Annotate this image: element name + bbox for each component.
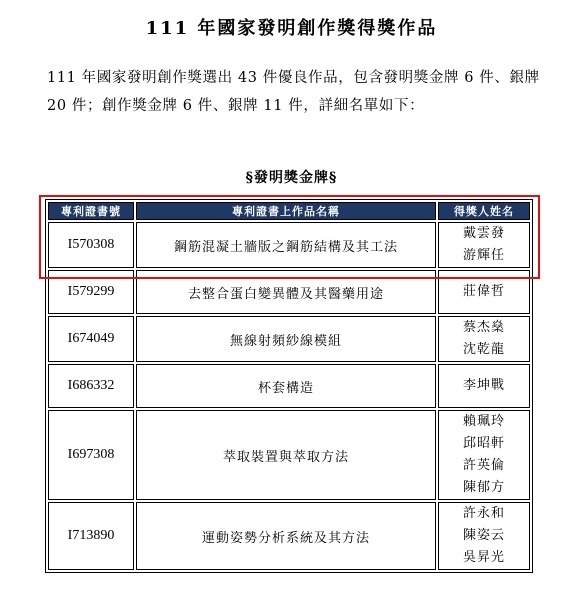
- table-row: [48, 410, 530, 500]
- winner-name: 李坤戰: [462, 378, 505, 393]
- winner-names: [438, 222, 530, 268]
- patent-number: I713890: [48, 502, 134, 570]
- winner-name: 許永和: [462, 506, 505, 521]
- header-winner-names: 得獎人姓名: [438, 202, 530, 220]
- work-title: 去整合蛋白變異體及其醫藥用途: [136, 270, 436, 314]
- work-title: 萃取裝置與萃取方法: [136, 410, 436, 500]
- section-title: §發明獎金牌§: [245, 170, 338, 186]
- winner-names: [438, 364, 530, 408]
- page-title: 111 年國家發明創作獎得獎作品: [145, 18, 438, 39]
- table-row: [48, 222, 530, 268]
- patent-number: I686332: [48, 364, 134, 408]
- patent-number: I674049: [48, 316, 134, 362]
- winner-name: 吳昇光: [462, 550, 505, 565]
- patent-number: I697308: [48, 410, 134, 500]
- table-header-row: [48, 202, 530, 220]
- work-title: 杯套構造: [136, 364, 436, 408]
- winner-name: 邱昭軒: [462, 436, 505, 451]
- work-title: 運動姿勢分析系統及其方法: [136, 502, 436, 570]
- patent-number: I579299: [48, 270, 134, 314]
- winner-name: 蔡杰燊: [462, 320, 505, 335]
- table-row: [48, 502, 530, 570]
- winner-names: [438, 316, 530, 362]
- header-work-title: 專利證書上作品名稱: [136, 202, 436, 220]
- winner-name: 賴珮玲: [462, 414, 505, 429]
- table-row: [48, 364, 530, 408]
- patent-number: I570308: [48, 222, 134, 268]
- winner-name: 游輝任: [462, 248, 505, 263]
- winner-name: 陳姿云: [462, 528, 505, 543]
- winner-name: 陳郁方: [462, 480, 505, 495]
- winner-name: 許英倫: [462, 458, 505, 473]
- work-title: 鋼筋混凝土牆版之鋼筋結構及其工法: [136, 222, 436, 268]
- header-patent-number: 專利證書號: [48, 202, 134, 220]
- winner-names: [438, 270, 530, 314]
- winner-name: 莊偉哲: [462, 284, 505, 299]
- winner-names: [438, 502, 530, 570]
- table-row: [48, 316, 530, 362]
- table-row: [48, 270, 530, 314]
- winner-name: 戴雲發: [462, 226, 505, 241]
- work-title: 無線射頻紗線模組: [136, 316, 436, 362]
- winner-name: 沈乾龍: [462, 342, 505, 357]
- winner-names: [438, 410, 530, 500]
- intro-paragraph: 111 年國家發明創作獎選出 43 件優良作品，包含發明獎金牌 6 件、銀牌 20 件；創作獎金牌 6 件、銀牌 11 件，詳細名單如下：: [47, 70, 540, 114]
- awards-table: [45, 199, 533, 573]
